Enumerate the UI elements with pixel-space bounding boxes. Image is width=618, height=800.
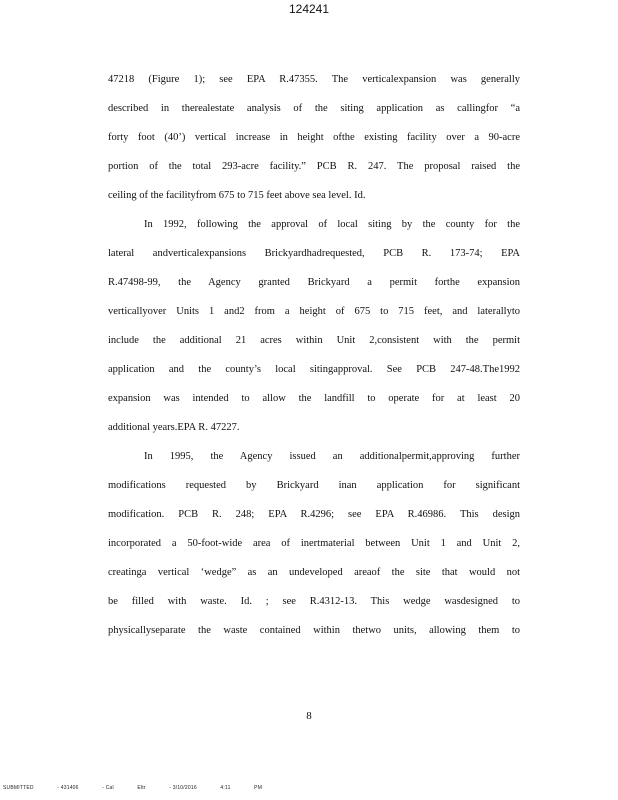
filing-clerk: Eltr	[137, 785, 146, 791]
text-line: lateral andverticalexpansions Brickyardhadrequested, PCB R. 173-74; EPA	[108, 248, 520, 259]
text-line: physicallyseparate the waste contained within thetwo units, allowing them to	[108, 625, 520, 636]
filing-date: - 3/10/2016	[169, 785, 197, 791]
text-line: modifications requested by Brickyard inan application for significant	[108, 480, 520, 491]
text-line: modification. PCB R. 248; EPA R.4296; see EPA R.46986. This design	[108, 509, 520, 520]
text-line: verticallyover Units 1 and2 from a height of 675 to 715 feet, and laterallyto	[108, 306, 520, 317]
body-text	[108, 70, 520, 650]
text-line: In 1992, following the approval of local siting by the county for the	[144, 219, 520, 230]
document-number: 124241	[288, 2, 330, 16]
filing-stamp	[3, 785, 284, 791]
text-line: additional years.EPA R. 47227.	[108, 422, 240, 433]
text-line: be filled with waste. Id. ; see R.4312-13. This wedge wasdesigned to	[108, 596, 520, 607]
text-line: forty foot (40’) vertical increase in height ofthe existing facility over a 90-acre	[108, 132, 520, 143]
filing-id: - 431406	[57, 785, 79, 791]
text-line: application and the county’s local sitingapproval. See PCB 247-48.The1992	[108, 364, 520, 375]
text-line: incorporated a 50-foot-wide area of inertmaterial between Unit 1 and Unit 2,	[108, 538, 520, 549]
text-line: R.47498-99, the Agency granted Brickyard a permit forthe expansion	[108, 277, 520, 288]
text-line: expansion was intended to allow the landfill to operate for at least 20	[108, 393, 520, 404]
text-line: portion of the total 293-acre facility.” PCB R. 247. The proposal raised the	[108, 161, 520, 172]
text-line: include the additional 21 acres within Unit 2,consistent with the permit	[108, 335, 520, 346]
page-number: 8	[306, 710, 312, 722]
text-line: 47218 (Figure 1); see EPA R.47355. The verticalexpansion was generally	[108, 74, 520, 85]
filing-time: 4:11	[220, 785, 231, 791]
filing-status: SUBMITTED	[3, 785, 34, 791]
filing-court: - Cal	[102, 785, 114, 791]
text-line: described in therealestate analysis of the siting application as callingfor “a	[108, 103, 520, 114]
text-line: In 1995, the Agency issued an additionalpermit,approving further	[144, 451, 520, 462]
filing-ampm: PM	[254, 785, 263, 791]
text-line: creatinga vertical ‘wedge” as an undeveloped areaof the site that would not	[108, 567, 520, 578]
text-line: ceiling of the facilityfrom 675 to 715 feet above sea level. Id.	[108, 190, 366, 201]
